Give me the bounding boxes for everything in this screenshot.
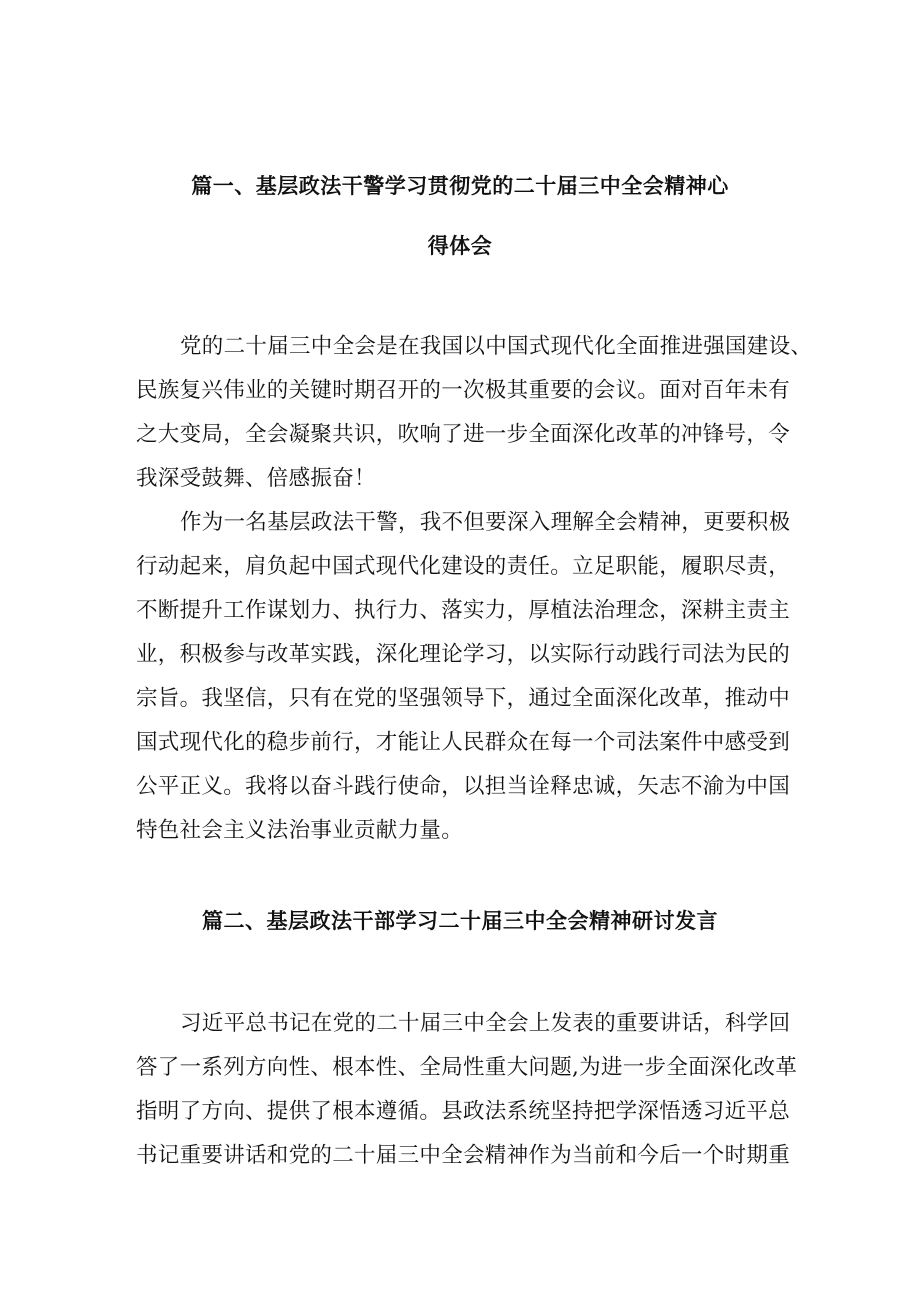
paragraph-line: 特色社会主义法治事业贡献力量。 — [136, 818, 464, 843]
paragraph-line: 行动起来，肩负起中国式现代化建设的责任。立足职能，履职尽责， — [136, 554, 791, 579]
paragraph-line: 党的二十届三中全会是在我国以中国式现代化全面推进强国建设、 — [180, 334, 813, 359]
paragraph-line: 指明了方向、提供了根本遵循。县政法系统坚持把学深悟透习近平总 — [136, 1099, 791, 1124]
article-1-title-line-2: 得体会 — [427, 234, 493, 258]
paragraph-line: 之大变局，全会凝聚共识，吹响了进一步全面深化改革的冲锋号，令 — [136, 422, 791, 447]
paragraph-line: 习近平总书记在党的二十届三中全会上发表的重要讲话，科学回 — [180, 1011, 791, 1036]
article-1-title-line-1: 篇一、基层政法干警学习贯彻党的二十届三中全会精神心 — [191, 174, 729, 198]
paragraph-line: 民族复兴伟业的关键时期召开的一次极其重要的会议。面对百年未有 — [136, 378, 791, 403]
paragraph-line: 宗旨。我坚信，只有在党的坚强领导下，通过全面深化改革，推动中 — [136, 686, 791, 711]
paragraph-line: 国式现代化的稳步前行，才能让人民群众在每一个司法案件中感受到 — [136, 730, 791, 755]
article-2-title: 篇二、基层政法干部学习二十届三中全会精神研讨发言 — [202, 909, 718, 933]
paragraph-line: 不断提升工作谋划力、执行力、落实力，厚植法治理念，深耕主责主 — [136, 598, 791, 623]
paragraph-line: 书记重要讲话和党的二十届三中全会精神作为当前和今后一个时期重 — [136, 1143, 791, 1168]
paragraph-line: 公平正义。我将以奋斗践行使命，以担当诠释忠诚，矢志不渝为中国 — [136, 774, 791, 799]
paragraph-line: 我深受鼓舞、倍感振奋！ — [136, 466, 376, 491]
paragraph-line: 答了一系列方向性、根本性、全局性重大问题,为进一步全面深化改革 — [136, 1055, 798, 1080]
paragraph-line: 作为一名基层政法干警，我不但要深入理解全会精神，更要积极 — [180, 510, 791, 535]
paragraph-line: 业，积极参与改革实践，深化理论学习，以实际行动践行司法为民的 — [136, 642, 791, 667]
